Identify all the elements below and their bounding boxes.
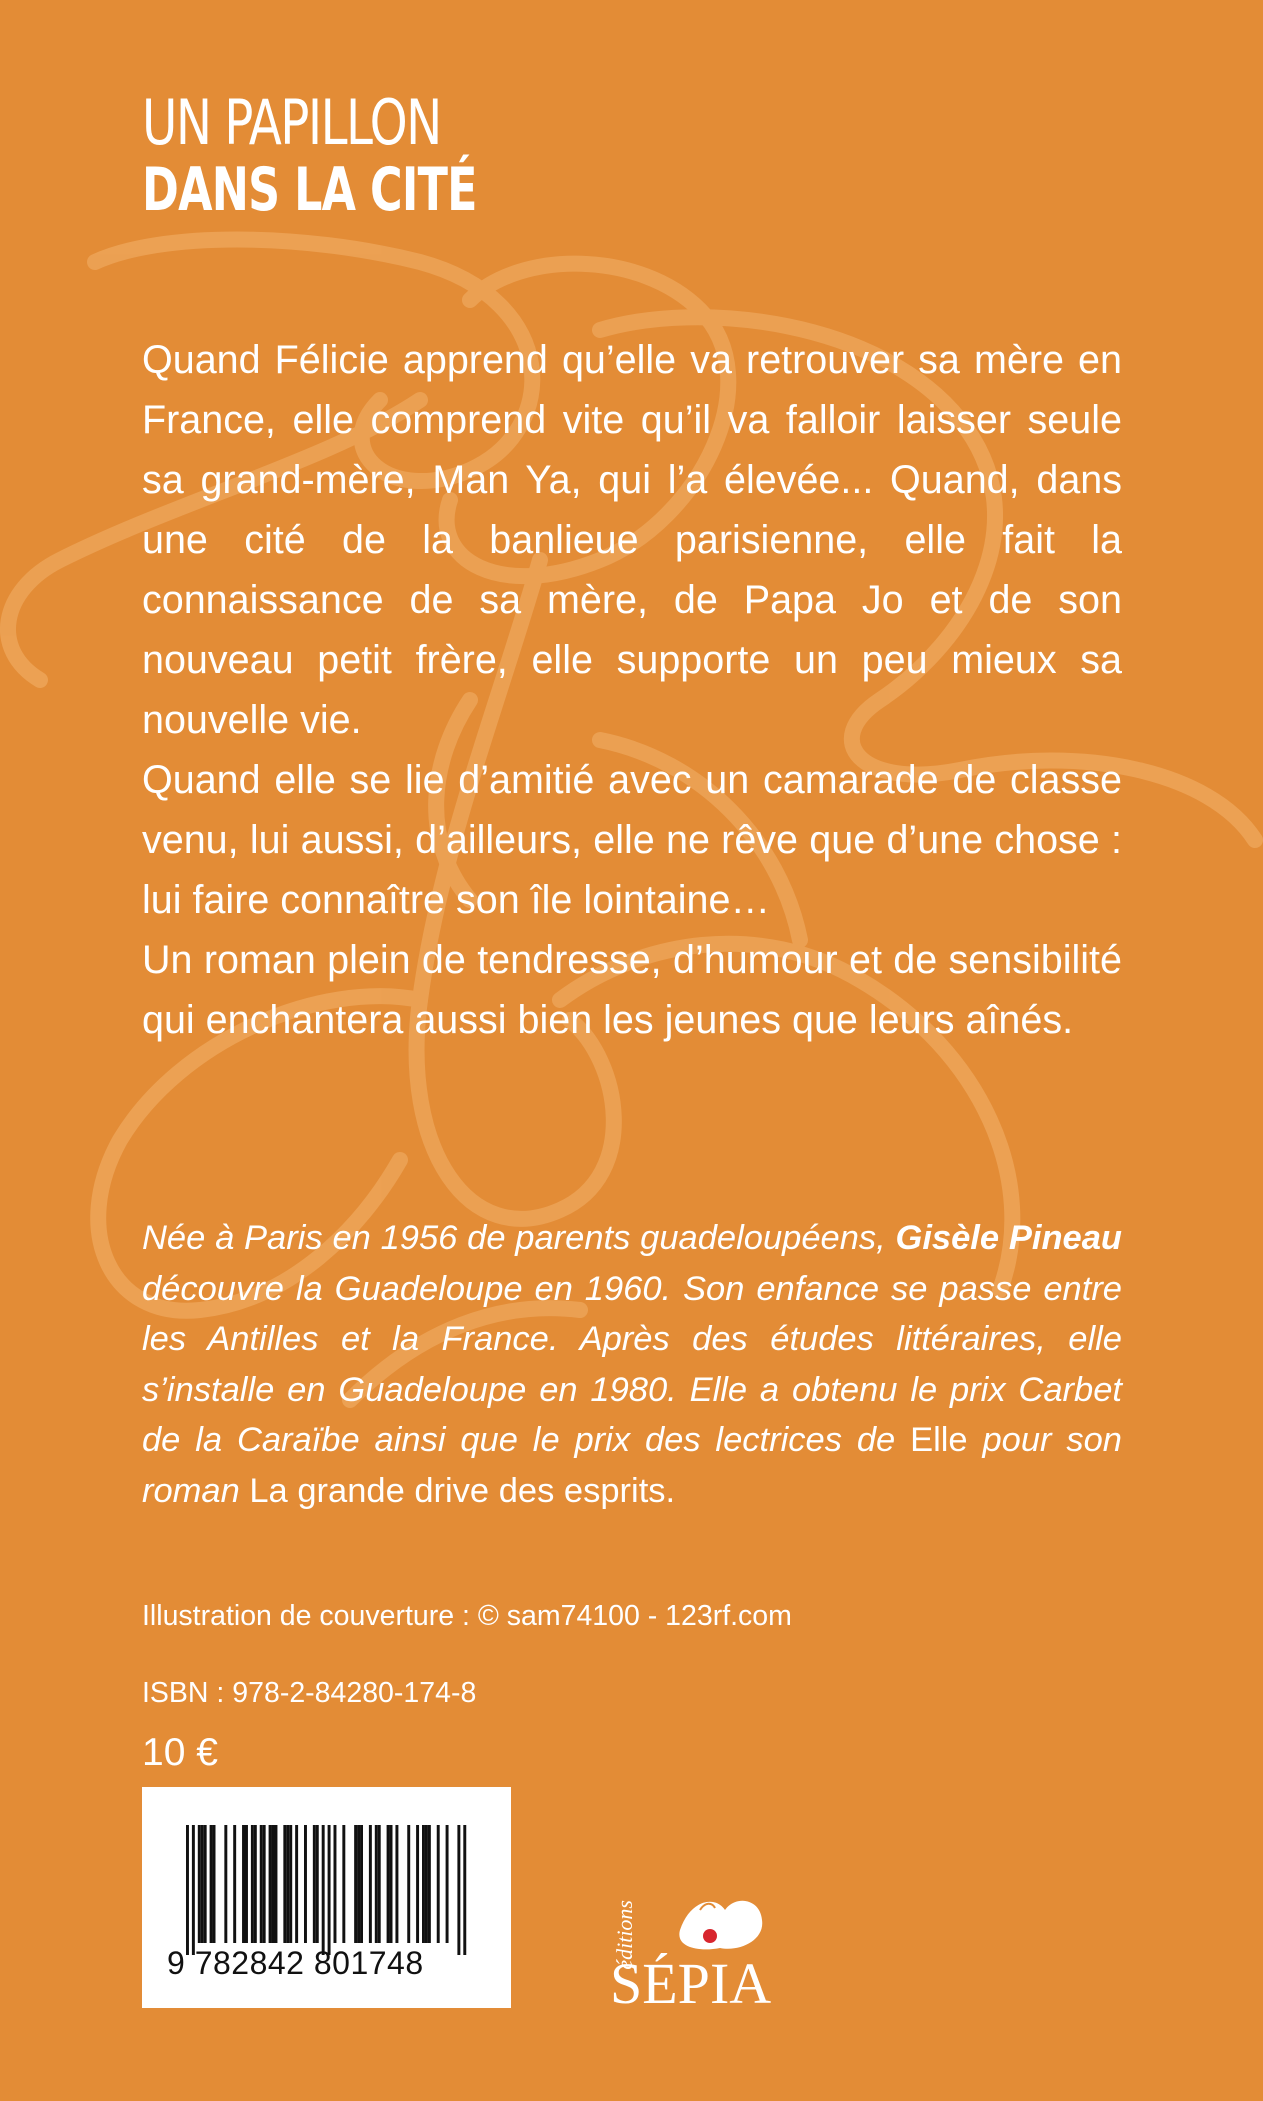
- summary-paragraph: Quand Félicie apprend qu’elle va retrouver sa mère en France, elle comprend vite qu’il va falloir laisser seule sa grand-mère, Man Ya, qui l’a élevée... Quand, dans une cité de la banlieue parisienne, elle fait la connaissance de sa mère, de Papa Jo et de son nouveau petit frère, elle supporte un peu mieux sa nouvelle vie.: [142, 338, 1122, 742]
- barcode-bar: [192, 1825, 195, 1955]
- barcode-bar: [457, 1825, 460, 1955]
- isbn: ISBN : 978-2-84280-174-8: [142, 1677, 477, 1709]
- barcode-bar: [357, 1825, 360, 1943]
- summary-paragraph: Un roman plein de tendresse, d’humour et de sensibilité qui enchantera aussi bien les jeunes que leurs aînés.: [142, 938, 1122, 1042]
- barcode-bar: [395, 1825, 398, 1943]
- barcode-bar: [204, 1825, 207, 1943]
- barcode-bar: [275, 1825, 278, 1943]
- title-line-1: UN PAPILLON: [142, 86, 441, 159]
- book-title: [142, 86, 594, 225]
- barcode-bar: [446, 1825, 449, 1943]
- title-line-2: DANS LA CITÉ: [142, 155, 477, 225]
- price: 10 €: [142, 1731, 218, 1774]
- barcode-bar: [375, 1825, 378, 1943]
- barcode-bar: [289, 1825, 292, 1943]
- barcode-bar: [437, 1825, 440, 1943]
- bio-text: Née à Paris en 1956 de parents guadeloupéens,: [142, 1219, 896, 1257]
- barcode-bar: [463, 1825, 466, 1955]
- barcode-bar: [390, 1825, 393, 1943]
- novel-title: La grande drive des esprits: [249, 1471, 666, 1510]
- barcode-bar: [224, 1825, 227, 1943]
- barcode-bar: [263, 1825, 266, 1943]
- barcode-bar: [210, 1825, 213, 1943]
- barcode-bar: [313, 1825, 316, 1943]
- publisher-name: SÉPIA: [610, 1951, 772, 2016]
- barcode-bar: [269, 1825, 272, 1943]
- barcode-bar: [233, 1825, 236, 1943]
- barcode-bar: [425, 1825, 428, 1943]
- barcode-bar: [354, 1825, 357, 1943]
- summary-blurb: [142, 330, 1122, 1050]
- barcode-bar: [283, 1825, 286, 1943]
- barcode-bar: [428, 1825, 431, 1943]
- barcode-bar: [316, 1825, 319, 1943]
- barcode-bar: [322, 1825, 325, 1955]
- barcode: [142, 1787, 511, 2008]
- author-bio: [142, 1213, 1122, 1516]
- barcode-bar: [286, 1825, 289, 1943]
- bio-text: découvre la Guadeloupe en 1960. Son enfance se passe entre les Antilles et la France. Après des études littéraires, elle s’installe en Guadeloupe en 1980. Elle a obtenu le prix Carbet de la Caraïbe ainsi que le prix des lectrices de: [142, 1269, 1122, 1459]
- barcode-digits: 9 782842 801748: [167, 1945, 424, 1981]
- barcode-bar: [378, 1825, 381, 1943]
- barcode-bar: [387, 1825, 390, 1943]
- barcode-bar: [334, 1825, 337, 1943]
- barcode-bar: [416, 1825, 419, 1943]
- publisher-logo: [590, 1890, 780, 2020]
- barcode-bar: [342, 1825, 345, 1943]
- summary-paragraph: Quand elle se lie d’amitié avec un camarade de classe venu, lui aussi, d’ailleurs, elle ne rêve que d’une chose : lui faire connaître son île lointaine…: [142, 758, 1122, 922]
- author-name: Gisèle Pineau: [895, 1219, 1122, 1257]
- bio-text: .: [665, 1471, 676, 1510]
- barcode-bar: [360, 1825, 363, 1943]
- barcode-bar: [407, 1825, 410, 1943]
- barcode-bar: [422, 1825, 425, 1943]
- barcode-bar: [242, 1825, 245, 1943]
- barcode-bar: [260, 1825, 263, 1943]
- barcode-bar: [295, 1825, 298, 1943]
- illustration-credit: Illustration de couverture : © sam74100 - 123rf.com: [142, 1600, 792, 1632]
- editions-label: éditions: [612, 1900, 637, 1970]
- barcode-bar: [369, 1825, 372, 1943]
- barcode-bar: [186, 1825, 189, 1955]
- magazine-title: Elle: [910, 1421, 968, 1459]
- barcode-bar: [272, 1825, 275, 1943]
- barcode-bar: [251, 1825, 254, 1943]
- barcode-bar: [198, 1825, 201, 1943]
- bio-text: pour son roman: [142, 1421, 1122, 1510]
- barcode-bar: [254, 1825, 257, 1943]
- barcode-bar: [213, 1825, 216, 1943]
- barcode-bar: [304, 1825, 307, 1943]
- barcode-bar: [245, 1825, 248, 1943]
- barcode-bar: [201, 1825, 204, 1943]
- barcode-bar: [328, 1825, 331, 1955]
